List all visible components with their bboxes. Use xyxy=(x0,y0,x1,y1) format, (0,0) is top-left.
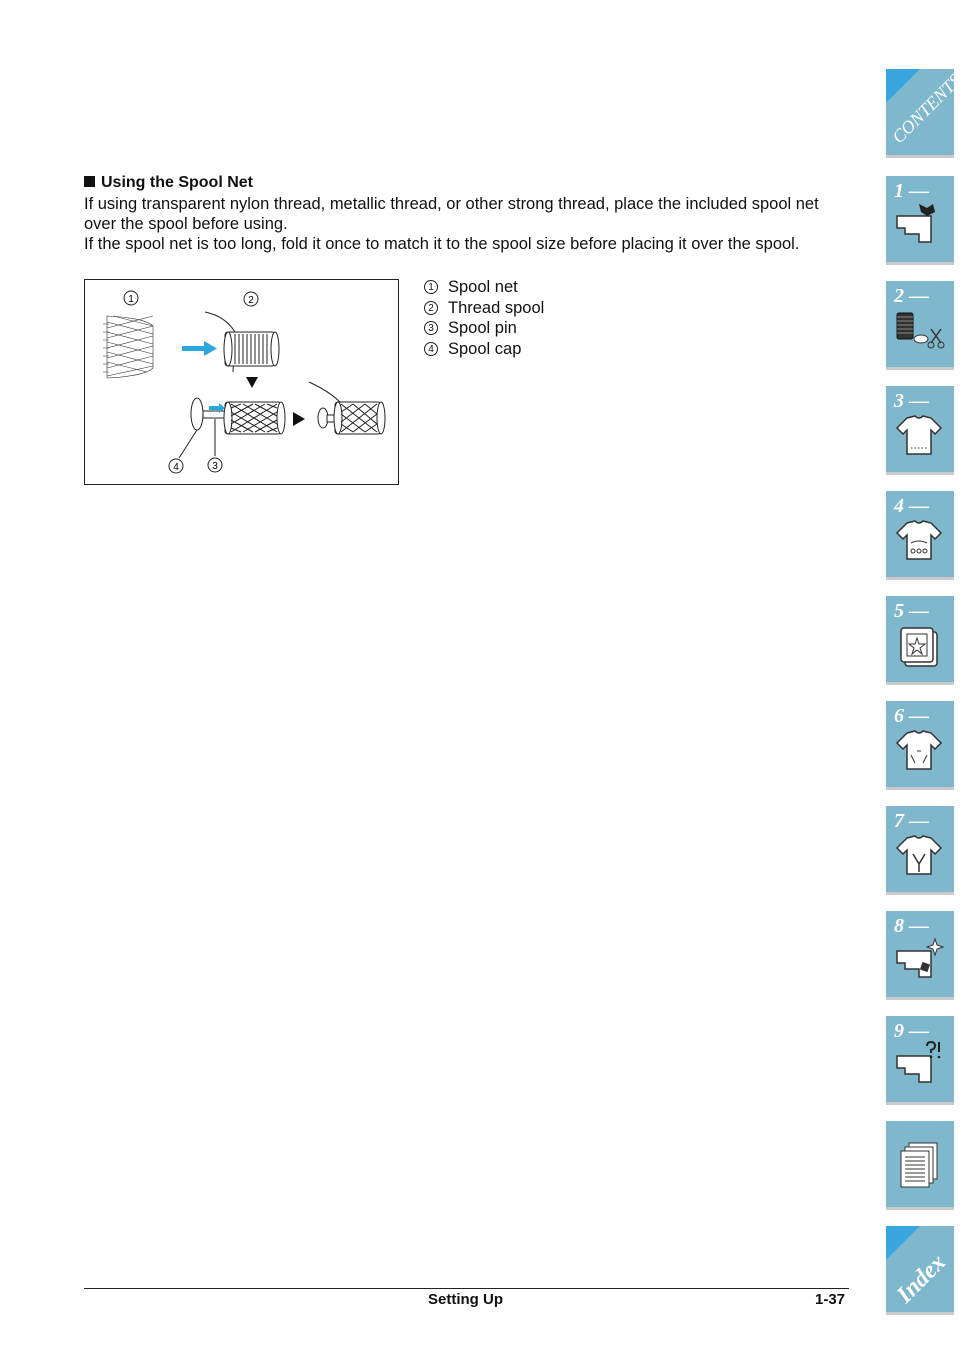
spool-net-drawing xyxy=(103,316,153,378)
paragraph-1: If using transparent nylon thread, metallic thread, or other strong thread, place the included spool net over the spool before using. xyxy=(84,195,819,233)
tab-chapter-6[interactable] xyxy=(886,701,954,787)
embroidery-frame-icon xyxy=(891,618,947,670)
chapter-number: 1 — xyxy=(894,180,929,202)
page-number: 1-37 xyxy=(815,1291,846,1308)
chapter-number: 6 — xyxy=(894,705,929,727)
index-label: Index xyxy=(892,1249,951,1309)
marker-1 xyxy=(124,291,138,305)
svg-text:2: 2 xyxy=(248,295,254,306)
svg-text:1: 1 xyxy=(128,294,134,305)
legend-number: 4 xyxy=(424,342,438,356)
shirt-design-icon xyxy=(891,828,947,880)
tab-chapter-7[interactable] xyxy=(886,806,954,892)
legend-item xyxy=(424,277,544,298)
chapter-number: 7 — xyxy=(894,810,929,832)
right-arrow-icon xyxy=(293,412,305,426)
square-bullet-icon xyxy=(84,176,95,187)
shirt-icon xyxy=(891,408,947,460)
paragraph-2: If the spool net is too long, fold it once to match it to the spool size before placing it over the spool. xyxy=(84,235,800,253)
heading-text: Using the Spool Net xyxy=(101,174,253,191)
contents-label: CONTENTS xyxy=(888,70,966,148)
legend-label: Spool net xyxy=(448,278,518,296)
sewing-machine-question-icon xyxy=(891,1038,947,1090)
svg-text:3: 3 xyxy=(212,461,218,472)
svg-text:4: 4 xyxy=(173,462,179,473)
legend-item xyxy=(424,298,544,319)
legend-label: Thread spool xyxy=(448,298,545,317)
sewing-machine-sparkle-icon xyxy=(891,933,947,985)
legend-item xyxy=(424,339,544,360)
legend-number: 1 xyxy=(424,280,438,294)
legend-item xyxy=(424,318,544,339)
spool-net-illustration xyxy=(84,279,399,485)
figure-legend xyxy=(424,277,544,359)
marker-2 xyxy=(244,292,258,306)
sewing-machine-icon xyxy=(891,198,947,250)
marker-4 xyxy=(169,459,183,473)
thread-spool-drawing xyxy=(205,312,279,372)
chapter-number: 2 — xyxy=(894,285,929,307)
legend-label: Spool pin xyxy=(448,319,517,337)
tab-chapter-3[interactable] xyxy=(886,386,954,472)
assembled-spool-drawing xyxy=(309,382,385,434)
legend-number: 3 xyxy=(424,321,438,335)
tab-chapter-1[interactable] xyxy=(886,176,954,262)
down-arrow-icon xyxy=(246,377,258,388)
section-heading xyxy=(84,172,854,194)
marker-3 xyxy=(208,458,222,472)
spool-pin-assembly xyxy=(179,398,285,458)
spool-net-section xyxy=(84,172,854,254)
legend-label: Spool cap xyxy=(448,339,522,358)
tab-contents[interactable] xyxy=(886,69,966,155)
tab-chapter-5[interactable] xyxy=(886,596,954,682)
tab-chapter-8[interactable] xyxy=(886,911,954,997)
thread-spools-icon xyxy=(891,303,947,355)
shirt-letters-icon xyxy=(891,723,947,775)
shirt-abc-icon xyxy=(891,513,947,565)
tab-chapter-2[interactable] xyxy=(886,281,954,367)
tab-index[interactable] xyxy=(886,1226,954,1312)
tab-chapter-9[interactable] xyxy=(886,1016,954,1102)
pages-icon xyxy=(891,1139,947,1191)
footer-divider xyxy=(84,1288,849,1289)
chapter-number: 3 — xyxy=(894,390,929,412)
footer-section-title: Setting Up xyxy=(428,1291,503,1308)
insert-arrow-icon xyxy=(182,341,217,356)
chapter-number: 4 — xyxy=(894,495,929,517)
legend-number: 2 xyxy=(424,301,438,315)
tab-chapter-4[interactable] xyxy=(886,491,954,577)
tab-appendix[interactable] xyxy=(886,1121,954,1207)
chapter-number: 8 — xyxy=(894,915,929,937)
chapter-number: 5 — xyxy=(894,600,929,622)
chapter-number: 9 — xyxy=(894,1020,929,1042)
